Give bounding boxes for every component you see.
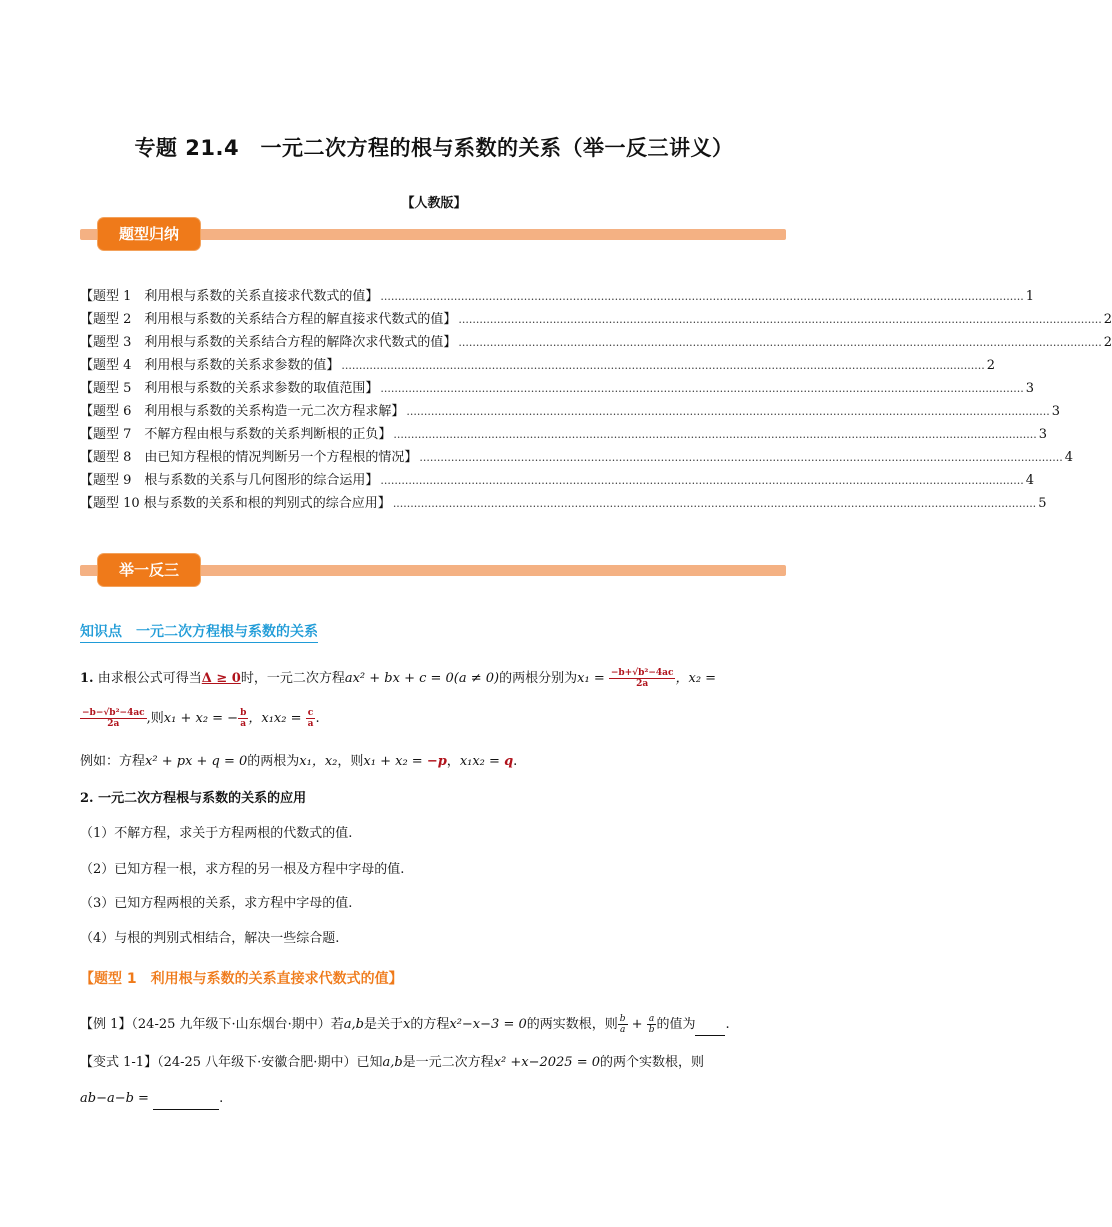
product-fraction [306, 708, 316, 729]
text: 的两根分别为 [499, 671, 578, 686]
variant-expression: ab−a−b = [80, 1091, 154, 1106]
toc-page-number: 3 [1051, 404, 1061, 419]
toc-entry-label: 【题型 2 利用根与系数的关系结合方程的解直接求代数式的值】 [80, 312, 457, 327]
sum-of-roots: x₁ + x₂ = − [163, 711, 239, 726]
toc-page-number: 3 [1038, 427, 1048, 442]
toc-entry[interactable] [80, 492, 1047, 515]
toc-entry[interactable] [80, 285, 1035, 308]
fraction-numerator: b [240, 708, 247, 718]
section-badge-types: 题型归纳 [98, 218, 200, 250]
fraction-numerator: −b+√b²−4ac [610, 668, 674, 678]
toc-leader-dots: ........................................................................................................................................................................................ [341, 359, 985, 372]
toc-entry-label: 【题型 9 根与系数的关系与几何图形的综合运用】 [80, 473, 379, 488]
example-roots: x₁，x₂ [299, 754, 338, 769]
toc-entry[interactable] [80, 446, 1074, 469]
knowledge-point-title: 知识点 一元二次方程根与系数的关系 [80, 621, 318, 643]
discriminant-condition: Δ ≥ 0 [201, 671, 241, 686]
text: 的两根为 [247, 754, 300, 769]
toc-page-number: 2 [1103, 312, 1112, 327]
fraction-b-over-a [618, 1014, 628, 1035]
toc-leader-dots: ........................................................................................................................................................................................ [380, 290, 1024, 303]
text: ,则 [146, 711, 164, 726]
sum-fraction [238, 708, 248, 729]
variable-x: x [403, 1017, 411, 1032]
text: 的方程 [410, 1017, 450, 1032]
root-x2-fraction [80, 708, 147, 729]
toc-leader-dots: ........................................................................................................................................................................................ [419, 451, 1063, 464]
toc-entry-label: 【题型 7 不解方程由根与系数的关系判断根的正负】 [80, 427, 392, 442]
fraction-numerator: c [306, 708, 316, 719]
knowledge-paragraph-2: 2. 一元二次方程根与系数的关系的应用 [80, 791, 307, 806]
variables-ab: a,b [343, 1017, 364, 1032]
application-item: （2）已知方程一根，求方程的另一根及方程中字母的值. [80, 862, 405, 877]
answer-blank[interactable] [153, 1089, 219, 1110]
example-equation: x² + px + q = 0 [145, 754, 248, 769]
example-sum: x₁ + x₂ = [363, 754, 427, 769]
example-line: 例如：方程x² + px + q = 0的两根为x₁，x₂，则x₁ + x₂ = −p，x₁x₂ = q. [80, 754, 518, 769]
example-1: 【例 1】（24-25 九年级下·山东烟台·期中）若a,b是关于x的方程x²−x−3 = 0的两实数根，则 $\frac{b}{a}$ + $\frac{a}{b}$ 的值为 . [80, 1014, 730, 1035]
toc-entry-label: 【题型 10 根与系数的关系和根的判别式的综合应用】 [80, 496, 391, 511]
product-of-roots: ，x₁x₂ = [248, 711, 306, 726]
toc-page-number: 4 [1025, 473, 1035, 488]
toc-entry-label: 【题型 3 利用根与系数的关系结合方程的解降次求代数式的值】 [80, 335, 457, 350]
variant-1-1 [80, 1053, 790, 1073]
root-x1-fraction [609, 668, 676, 689]
toc-leader-dots: ........................................................................................................................................................................................ [380, 382, 1024, 395]
fraction-numerator: b [619, 1014, 626, 1024]
application-item: （1）不解方程，求关于方程两根的代数式的值. [80, 826, 353, 841]
toc-page-number: 2 [1103, 335, 1112, 350]
toc-leader-dots: ........................................................................................................................................................................................ [406, 405, 1050, 418]
toc-entry-label: 【题型 1 利用根与系数的关系直接求代数式的值】 [80, 289, 379, 304]
toc-leader-dots: ........................................................................................................................................................................................ [392, 497, 1037, 510]
text: 的值为 [656, 1017, 696, 1032]
text: 【变式 1-1】（24-25 八年级下·安徽合肥·期中）已知 [80, 1055, 383, 1070]
toc-entry[interactable] [80, 308, 1112, 331]
toc-entry-label: 【题型 8 由已知方程根的情况判断另一个方程根的情况】 [80, 450, 418, 465]
toc-leader-dots: ........................................................................................................................................................................................ [380, 474, 1024, 487]
toc-entry-label: 【题型 4 利用根与系数的关系求参数的值】 [80, 358, 340, 373]
example-product-value: q [504, 754, 514, 769]
knowledge-paragraph-1 [80, 668, 790, 689]
document-title: 专题 21.4 一元二次方程的根与系数的关系（举一反三讲义） [134, 136, 734, 160]
toc-entry-label: 【题型 6 利用根与系数的关系构造一元二次方程求解】 [80, 404, 405, 419]
fraction-denominator: b [648, 1025, 655, 1035]
example-sum-value: −p [426, 754, 447, 769]
text: 是关于 [364, 1017, 404, 1032]
fraction-denominator: a [240, 719, 247, 729]
text: ， [446, 754, 460, 769]
fraction-numerator: a [647, 1014, 657, 1025]
table-of-contents [80, 285, 1112, 515]
variant-equation: x² +x−2025 = 0 [493, 1055, 600, 1070]
edition-label: 【人教版】 [401, 196, 467, 211]
type1-heading: 【题型 1 利用根与系数的关系直接求代数式的值】 [80, 971, 403, 987]
toc-page-number: 5 [1038, 496, 1047, 511]
toc-leader-dots: ........................................................................................................................................................................................ [458, 313, 1102, 326]
toc-entry[interactable] [80, 423, 1048, 446]
toc-entry[interactable] [80, 469, 1035, 492]
answer-blank[interactable] [695, 1015, 725, 1036]
toc-entry[interactable] [80, 377, 1035, 400]
fraction-numerator: −b−√b²−4ac [82, 708, 145, 718]
plus-sign: + [627, 1017, 647, 1032]
fraction-a-over-b [647, 1014, 657, 1035]
section-badge-practice: 举一反三 [98, 554, 200, 586]
toc-entry[interactable] [80, 400, 1061, 423]
toc-page-number: 1 [1025, 289, 1035, 304]
quadratic-equation: ax² + bx + c = 0(a ≠ 0) [344, 671, 500, 686]
application-item: （3）已知方程两根的关系，求方程中字母的值. [80, 896, 353, 911]
text: 的两个实数根，则 [600, 1055, 705, 1070]
text: 【例 1】（24-25 九年级下·山东烟台·期中）若 [80, 1017, 344, 1032]
fraction-denominator: 2a [636, 679, 649, 689]
toc-entry[interactable] [80, 331, 1112, 354]
toc-entry[interactable] [80, 354, 996, 377]
example-product: x₁x₂ = [459, 754, 505, 769]
toc-leader-dots: ........................................................................................................................................................................................ [458, 336, 1102, 349]
fraction-denominator: a [619, 1025, 626, 1035]
toc-page-number: 4 [1064, 450, 1074, 465]
paragraph-number: 1. [80, 671, 94, 686]
variant-1-1-cont: ab−a−b = . [80, 1089, 790, 1110]
knowledge-paragraph-1-cont: $\frac{\text{−b−√b²−4ac}}{2a}$ ,则x₁ + x₂ = − $\frac{b}{a}$ ，x₁x₂ = $\frac{c}{a}$ . [82, 708, 320, 729]
text: 的两实数根，则 [526, 1017, 618, 1032]
toc-entry-label: 【题型 5 利用根与系数的关系求参数的取值范围】 [80, 381, 379, 396]
toc-leader-dots: ........................................................................................................................................................................................ [393, 428, 1037, 441]
toc-page-number: 3 [1025, 381, 1035, 396]
text: 是一元二次方程 [402, 1055, 494, 1070]
toc-page-number: 2 [986, 358, 996, 373]
variables-ab: a,b [382, 1055, 403, 1070]
text: 时，一元二次方程 [240, 671, 345, 686]
fraction-denominator: a [307, 719, 314, 729]
example-1-equation: x²−x−3 = 0 [449, 1017, 527, 1032]
text: 例如：方程 [80, 754, 146, 769]
root-x2-label: ，x₂ = [675, 671, 717, 686]
fraction-denominator: 2a [107, 719, 120, 729]
root-x1-label: x₁ = [577, 671, 609, 686]
text: 由求根公式可得当 [97, 671, 202, 686]
application-item: （4）与根的判别式相结合，解决一些综合题. [80, 931, 340, 946]
text: ，则 [337, 754, 364, 769]
